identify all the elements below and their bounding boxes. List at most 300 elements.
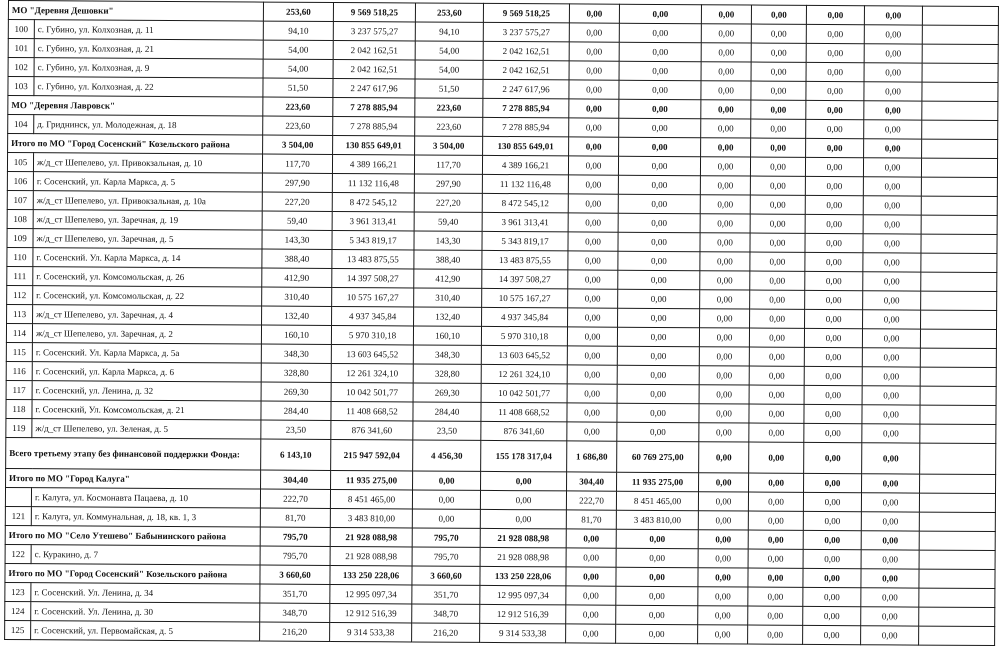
value-cell: 795,70 xyxy=(260,527,330,546)
value-cell: 0,00 xyxy=(568,156,618,175)
value-cell: 0,00 xyxy=(699,442,749,473)
value-cell: 0,00 xyxy=(618,213,700,233)
value-cell: 9 569 518,25 xyxy=(483,3,569,23)
value-cell: 0,00 xyxy=(700,309,750,328)
value-cell: 54,00 xyxy=(415,41,483,60)
value-cell: 0,00 xyxy=(700,214,750,233)
value-cell: 11 935 275,00 xyxy=(331,470,413,490)
value-cell: 0,00 xyxy=(861,626,919,645)
row-number: 110 xyxy=(7,247,33,266)
value-cell: 51,50 xyxy=(415,79,483,98)
empty-cell xyxy=(919,569,995,588)
value-cell: 0,00 xyxy=(748,549,803,568)
value-cell: 117,70 xyxy=(262,154,332,173)
value-cell: 0,00 xyxy=(616,624,698,644)
address-cell: г. Калуга, ул. Космонавта Пацаева, д. 10 xyxy=(31,488,260,508)
value-cell: 130 855 649,01 xyxy=(483,136,569,156)
value-cell: 54,00 xyxy=(263,59,333,78)
value-cell: 5 970 310,18 xyxy=(331,325,413,345)
row-number: 106 xyxy=(7,171,33,190)
value-cell: 0,00 xyxy=(701,81,751,100)
value-cell: 0,00 xyxy=(864,44,922,63)
value-cell: 0,00 xyxy=(568,175,618,194)
empty-cell xyxy=(922,63,998,82)
value-cell: 0,00 xyxy=(566,605,616,624)
empty-cell xyxy=(921,272,997,291)
value-cell: 0,00 xyxy=(749,347,804,366)
value-cell: 0,00 xyxy=(616,567,698,587)
address-cell: ж/д_ст Шепелево, ул. Зеленая, д. 5 xyxy=(32,419,261,439)
value-cell: 3 237 575,27 xyxy=(333,21,415,41)
value-cell: 0,00 xyxy=(700,233,750,252)
value-cell: 143,30 xyxy=(262,230,332,249)
value-cell: 8 451 465,00 xyxy=(616,491,698,511)
value-cell: 0,00 xyxy=(569,118,619,137)
value-cell: 0,00 xyxy=(803,511,861,530)
value-cell: 0,00 xyxy=(700,252,750,271)
value-cell: 60 769 275,00 xyxy=(617,441,699,473)
value-cell: 0,00 xyxy=(864,25,922,44)
value-cell: 81,70 xyxy=(260,508,330,527)
value-cell: 143,30 xyxy=(414,231,482,250)
value-cell: 59,40 xyxy=(262,211,332,230)
value-cell: 0,00 xyxy=(569,23,619,42)
address-cell: г. Калуга, ул. Коммунальная, д. 18, кв. 1, 3 xyxy=(31,507,260,527)
value-cell: 12 995 097,34 xyxy=(480,585,566,605)
value-cell: 5 343 819,17 xyxy=(332,230,414,250)
value-cell: 5 970 310,18 xyxy=(481,326,567,346)
value-cell: 160,10 xyxy=(413,326,481,345)
row-number: 119 xyxy=(6,418,32,437)
address-cell: г. Сосенский, ул. Ленина, д. 32 xyxy=(32,381,261,401)
value-cell: 328,80 xyxy=(413,364,481,383)
value-cell: 130 855 649,01 xyxy=(333,135,415,155)
value-cell: 0,00 xyxy=(750,195,805,214)
value-cell: 21 928 088,98 xyxy=(330,546,412,566)
value-cell: 0,00 xyxy=(804,385,862,404)
value-cell: 12 912 516,39 xyxy=(330,603,412,623)
address-cell: ж/д_ст Шепелево, ул. Заречная, д. 4 xyxy=(33,305,262,325)
value-cell: 160,10 xyxy=(261,325,331,344)
value-cell: 0,00 xyxy=(750,157,805,176)
empty-cell xyxy=(920,348,996,367)
value-cell: 0,00 xyxy=(566,548,616,567)
value-cell: 348,70 xyxy=(412,604,480,623)
value-cell: 0,00 xyxy=(805,233,863,252)
value-cell: 0,00 xyxy=(699,328,749,347)
value-cell: 0,00 xyxy=(864,139,922,158)
value-cell: 0,00 xyxy=(617,403,699,423)
row-number: 116 xyxy=(6,361,32,380)
value-cell: 0,00 xyxy=(619,99,701,119)
value-cell: 0,00 xyxy=(806,81,864,100)
value-cell: 0,00 xyxy=(750,176,805,195)
value-cell: 0,00 xyxy=(863,215,921,234)
row-number: 123 xyxy=(5,582,31,601)
value-cell: 0,00 xyxy=(699,404,749,423)
value-cell: 795,70 xyxy=(412,528,480,547)
value-cell: 7 278 885,94 xyxy=(483,117,569,137)
value-cell: 0,00 xyxy=(804,442,862,473)
value-cell: 0,00 xyxy=(806,100,864,119)
value-cell: 0,00 xyxy=(804,423,862,442)
value-cell: 0,00 xyxy=(749,423,804,442)
value-cell: 348,70 xyxy=(260,603,330,622)
value-cell: 81,70 xyxy=(566,510,616,529)
value-cell: 0,00 xyxy=(748,625,803,644)
value-cell: 0,00 xyxy=(750,309,805,328)
value-cell: 0,00 xyxy=(617,365,699,385)
value-cell: 0,00 xyxy=(701,62,751,81)
value-cell: 0,00 xyxy=(803,530,861,549)
value-cell: 0,00 xyxy=(749,442,804,473)
value-cell: 0,00 xyxy=(750,271,805,290)
value-cell: 0,00 xyxy=(863,234,921,253)
value-cell: 94,10 xyxy=(263,21,333,40)
address-cell: г. Сосенский. Ул. Ленина, д. 34 xyxy=(31,583,260,603)
value-cell: 0,00 xyxy=(751,119,806,138)
value-cell: 9 314 533,38 xyxy=(330,622,412,642)
value-cell: 7 278 885,94 xyxy=(333,97,415,117)
empty-cell xyxy=(920,474,996,493)
value-cell: 388,40 xyxy=(262,249,332,268)
value-cell: 0,00 xyxy=(700,290,750,309)
row-number: 124 xyxy=(5,601,31,620)
value-cell: 0,00 xyxy=(699,423,749,442)
value-cell: 0,00 xyxy=(617,422,699,442)
value-cell: 0,00 xyxy=(751,62,806,81)
row-number: 111 xyxy=(7,266,33,285)
value-cell: 0,00 xyxy=(618,308,700,328)
value-cell: 0,00 xyxy=(748,568,803,587)
value-cell: 0,00 xyxy=(569,4,619,23)
empty-cell xyxy=(922,120,998,139)
value-cell: 12 261 324,10 xyxy=(331,363,413,383)
value-cell: 51,50 xyxy=(263,78,333,97)
value-cell: 0,00 xyxy=(700,195,750,214)
value-cell: 0,00 xyxy=(863,177,921,196)
value-cell: 0,00 xyxy=(862,424,920,443)
value-cell: 0,00 xyxy=(751,81,806,100)
value-cell: 0,00 xyxy=(805,271,863,290)
value-cell: 223,60 xyxy=(263,97,333,116)
value-cell: 11 408 668,52 xyxy=(481,402,567,422)
row-number: 104 xyxy=(8,115,34,134)
value-cell: 0,00 xyxy=(863,196,921,215)
address-cell: с. Губино, ул. Колхозная, д. 9 xyxy=(34,58,263,78)
value-cell: 133 250 228,06 xyxy=(330,565,412,585)
value-cell: 9 569 518,25 xyxy=(333,2,415,22)
value-cell: 133 250 228,06 xyxy=(480,566,566,586)
address-cell: г. Сосенский. Ул. Карла Маркса, д. 14 xyxy=(33,248,262,268)
value-cell: 0,00 xyxy=(480,509,566,529)
value-cell: 3 483 810,00 xyxy=(616,510,698,530)
value-cell: 0,00 xyxy=(806,119,864,138)
value-cell: 11 132 116,48 xyxy=(332,173,414,193)
row-number: 117 xyxy=(6,380,32,399)
value-cell: 3 237 575,27 xyxy=(483,22,569,42)
value-cell: 0,00 xyxy=(862,405,920,424)
value-cell: 0,00 xyxy=(569,61,619,80)
value-cell: 3 961 313,41 xyxy=(332,211,414,231)
value-cell: 0,00 xyxy=(617,346,699,366)
value-cell: 223,60 xyxy=(263,116,333,135)
empty-cell xyxy=(920,424,996,443)
value-cell: 304,40 xyxy=(261,470,331,489)
value-cell: 0,00 xyxy=(566,624,616,643)
row-number: 100 xyxy=(8,20,34,39)
empty-cell xyxy=(920,443,996,474)
value-cell: 0,00 xyxy=(751,43,806,62)
value-cell: 0,00 xyxy=(569,42,619,61)
value-cell: 0,00 xyxy=(616,529,698,549)
value-cell: 0,00 xyxy=(750,233,805,252)
value-cell: 0,00 xyxy=(805,252,863,271)
value-cell: 0,00 xyxy=(698,568,748,587)
subtotal-label: Итого по МО "Город Калуга" xyxy=(6,468,261,489)
value-cell: 0,00 xyxy=(617,384,699,404)
row-number: 109 xyxy=(7,228,33,247)
value-cell: 795,70 xyxy=(260,546,330,565)
address-cell: ж/д_ст Шепелево, ул. Заречная, д. 2 xyxy=(32,324,261,344)
value-cell: 0,00 xyxy=(861,550,919,569)
value-cell: 0,00 xyxy=(803,606,861,625)
value-cell: 0,00 xyxy=(568,308,618,327)
value-cell: 216,20 xyxy=(260,622,330,641)
value-cell: 0,00 xyxy=(700,176,750,195)
value-cell: 0,00 xyxy=(749,404,804,423)
value-cell: 0,00 xyxy=(863,253,921,272)
value-cell: 0,00 xyxy=(803,587,861,606)
subtotal-label: МО "Деревня Дешовки" xyxy=(8,1,263,22)
value-cell: 0,00 xyxy=(698,625,748,644)
value-cell: 0,00 xyxy=(751,24,806,43)
value-cell: 0,00 xyxy=(806,138,864,157)
address-cell: с. Губино, ул. Колхозная, д. 21 xyxy=(34,39,263,59)
value-cell: 0,00 xyxy=(618,194,700,214)
value-cell: 0,00 xyxy=(862,474,920,493)
value-cell: 0,00 xyxy=(481,471,567,491)
value-cell: 0,00 xyxy=(618,251,700,271)
address-cell: г. Сосенский. Ул. Карла Маркса, д. 5а xyxy=(32,343,261,363)
value-cell: 348,30 xyxy=(413,345,481,364)
value-cell: 4 937 345,84 xyxy=(482,307,568,327)
empty-cell xyxy=(921,291,997,310)
value-cell: 0,00 xyxy=(698,492,748,511)
value-cell: 0,00 xyxy=(749,366,804,385)
value-cell: 0,00 xyxy=(567,365,617,384)
value-cell: 54,00 xyxy=(415,60,483,79)
value-cell: 0,00 xyxy=(803,549,861,568)
value-cell: 0,00 xyxy=(804,347,862,366)
value-cell: 0,00 xyxy=(619,137,701,157)
value-cell: 0,00 xyxy=(861,569,919,588)
value-cell: 0,00 xyxy=(750,252,805,271)
value-cell: 0,00 xyxy=(568,251,618,270)
housing-register-table xyxy=(4,0,999,646)
value-cell: 12 912 516,39 xyxy=(480,604,566,624)
value-cell: 0,00 xyxy=(617,327,699,347)
value-cell: 13 483 875,55 xyxy=(482,250,568,270)
value-cell: 0,00 xyxy=(701,5,751,24)
value-cell: 2 042 162,51 xyxy=(333,59,415,79)
value-cell: 269,30 xyxy=(261,382,331,401)
value-cell: 0,00 xyxy=(700,157,750,176)
value-cell: 7 278 885,94 xyxy=(483,98,569,118)
value-cell: 0,00 xyxy=(804,328,862,347)
value-cell: 0,00 xyxy=(568,289,618,308)
value-cell: 3 660,60 xyxy=(260,565,330,584)
empty-cell xyxy=(920,386,996,405)
value-cell: 0,00 xyxy=(748,492,803,511)
value-cell: 0,00 xyxy=(861,512,919,531)
value-cell: 0,00 xyxy=(569,99,619,118)
value-cell: 0,00 xyxy=(566,586,616,605)
value-cell: 0,00 xyxy=(862,443,920,474)
value-cell: 0,00 xyxy=(569,137,619,156)
value-cell: 0,00 xyxy=(861,588,919,607)
value-cell: 0,00 xyxy=(701,119,751,138)
row-number: 105 xyxy=(7,153,33,172)
address-cell: ж/д_ст Шепелево, ул. Привокзальная, д. 10 xyxy=(33,153,262,173)
value-cell: 269,30 xyxy=(413,383,481,402)
value-cell: 23,50 xyxy=(413,421,481,440)
value-cell: 0,00 xyxy=(803,568,861,587)
value-cell: 0,00 xyxy=(619,42,701,62)
value-cell: 795,70 xyxy=(412,547,480,566)
value-cell: 0,00 xyxy=(864,101,922,120)
value-cell: 310,40 xyxy=(262,287,332,306)
empty-cell xyxy=(920,405,996,424)
value-cell: 0,00 xyxy=(805,195,863,214)
empty-cell xyxy=(919,493,995,512)
subtotal-label: МО "Деревня Лавровск" xyxy=(8,96,263,117)
value-cell: 0,00 xyxy=(862,386,920,405)
value-cell: 0,00 xyxy=(616,548,698,568)
value-cell: 4 389 166,21 xyxy=(482,155,568,175)
value-cell: 94,10 xyxy=(415,22,483,41)
scanned-register-page xyxy=(8,0,902,640)
value-cell: 0,00 xyxy=(699,366,749,385)
value-cell: 0,00 xyxy=(749,385,804,404)
value-cell: 8 472 545,12 xyxy=(332,192,414,212)
value-cell: 0,00 xyxy=(864,120,922,139)
value-cell: 4 937 345,84 xyxy=(332,306,414,326)
value-cell: 4 389 166,21 xyxy=(332,154,414,174)
value-cell: 21 928 088,98 xyxy=(480,547,566,567)
value-cell: 0,00 xyxy=(567,403,617,422)
empty-cell xyxy=(922,82,998,101)
value-cell: 227,20 xyxy=(414,193,482,212)
row-number: 108 xyxy=(7,209,33,228)
empty-cell xyxy=(922,6,998,25)
value-cell: 13 603 645,52 xyxy=(331,344,413,364)
empty-cell xyxy=(922,25,998,44)
subtotal-label: Всего третьему этапу без финансовой поддержки Фонда: xyxy=(6,437,261,470)
value-cell: 0,00 xyxy=(619,61,701,81)
value-cell: 6 143,10 xyxy=(261,439,331,470)
value-cell: 0,00 xyxy=(862,367,920,386)
empty-cell xyxy=(921,158,997,177)
value-cell: 10 042 501,77 xyxy=(481,383,567,403)
value-cell: 412,90 xyxy=(414,269,482,288)
value-cell: 0,00 xyxy=(749,473,804,492)
value-cell: 21 928 088,98 xyxy=(480,528,566,548)
subtotal-label: Итого по МО "Город Сосенский" Козельского района xyxy=(5,563,260,584)
value-cell: 0,00 xyxy=(863,310,921,329)
value-cell: 0,00 xyxy=(412,490,480,509)
value-cell: 7 278 885,94 xyxy=(333,116,415,136)
value-cell: 0,00 xyxy=(861,607,919,626)
value-cell: 0,00 xyxy=(863,272,921,291)
empty-cell xyxy=(919,626,995,645)
empty-cell xyxy=(919,607,995,626)
empty-cell xyxy=(922,139,998,158)
value-cell: 0,00 xyxy=(619,4,701,24)
row-number: 102 xyxy=(8,58,34,77)
value-cell: 0,00 xyxy=(616,586,698,606)
value-cell: 0,00 xyxy=(412,509,480,528)
value-cell: 0,00 xyxy=(804,366,862,385)
row-number: 103 xyxy=(8,77,34,96)
value-cell: 0,00 xyxy=(568,270,618,289)
value-cell: 0,00 xyxy=(806,24,864,43)
value-cell: 8 451 465,00 xyxy=(330,489,412,509)
register-body xyxy=(5,1,999,646)
value-cell: 12 995 097,34 xyxy=(330,584,412,604)
address-cell: ж/д_ст Шепелево, ул. Привокзальная, д. 10а xyxy=(33,191,262,211)
value-cell: 0,00 xyxy=(751,100,806,119)
value-cell: 0,00 xyxy=(862,329,920,348)
address-cell: с. Губино, ул. Колхозная, д. 22 xyxy=(34,77,263,97)
row-number: 118 xyxy=(6,399,32,418)
value-cell: 13 603 645,52 xyxy=(481,345,567,365)
value-cell: 0,00 xyxy=(698,606,748,625)
value-cell: 351,70 xyxy=(412,585,480,604)
value-cell: 0,00 xyxy=(863,291,921,310)
value-cell: 11 132 116,48 xyxy=(482,174,568,194)
value-cell: 0,00 xyxy=(699,473,749,492)
value-cell: 0,00 xyxy=(803,625,861,644)
value-cell: 54,00 xyxy=(263,40,333,59)
address-cell: с. Губино, ул. Колхозная, д. 11 xyxy=(34,20,263,40)
value-cell: 0,00 xyxy=(863,158,921,177)
address-cell: ж/д_ст Шепелево, ул. Заречная, д. 5 xyxy=(33,229,262,249)
value-cell: 11 408 668,52 xyxy=(331,401,413,421)
value-cell: 0,00 xyxy=(619,80,701,100)
empty-cell xyxy=(921,310,997,329)
row-number: 125 xyxy=(5,620,31,639)
empty-cell xyxy=(919,588,995,607)
value-cell: 253,60 xyxy=(415,3,483,22)
value-cell: 0,00 xyxy=(864,82,922,101)
address-cell: г. Сосенский, ул. Первомайская, д. 5 xyxy=(31,621,260,641)
value-cell: 0,00 xyxy=(804,404,862,423)
value-cell: 253,60 xyxy=(263,2,333,21)
value-cell: 0,00 xyxy=(701,24,751,43)
row-number: 122 xyxy=(5,544,31,563)
address-cell: г. Сосенский. Ул. Ленина, д. 30 xyxy=(31,602,260,622)
value-cell: 3 504,00 xyxy=(415,136,483,155)
address-cell: с. Куракино, д. 7 xyxy=(31,545,260,565)
value-cell: 0,00 xyxy=(618,232,700,252)
value-cell: 0,00 xyxy=(413,471,481,490)
value-cell: 14 397 508,27 xyxy=(332,268,414,288)
address-cell: г. Сосенский, ул. Комсомольская, д. 22 xyxy=(33,286,262,306)
value-cell: 0,00 xyxy=(861,531,919,550)
value-cell: 0,00 xyxy=(480,490,566,510)
value-cell: 21 928 088,98 xyxy=(330,527,412,547)
